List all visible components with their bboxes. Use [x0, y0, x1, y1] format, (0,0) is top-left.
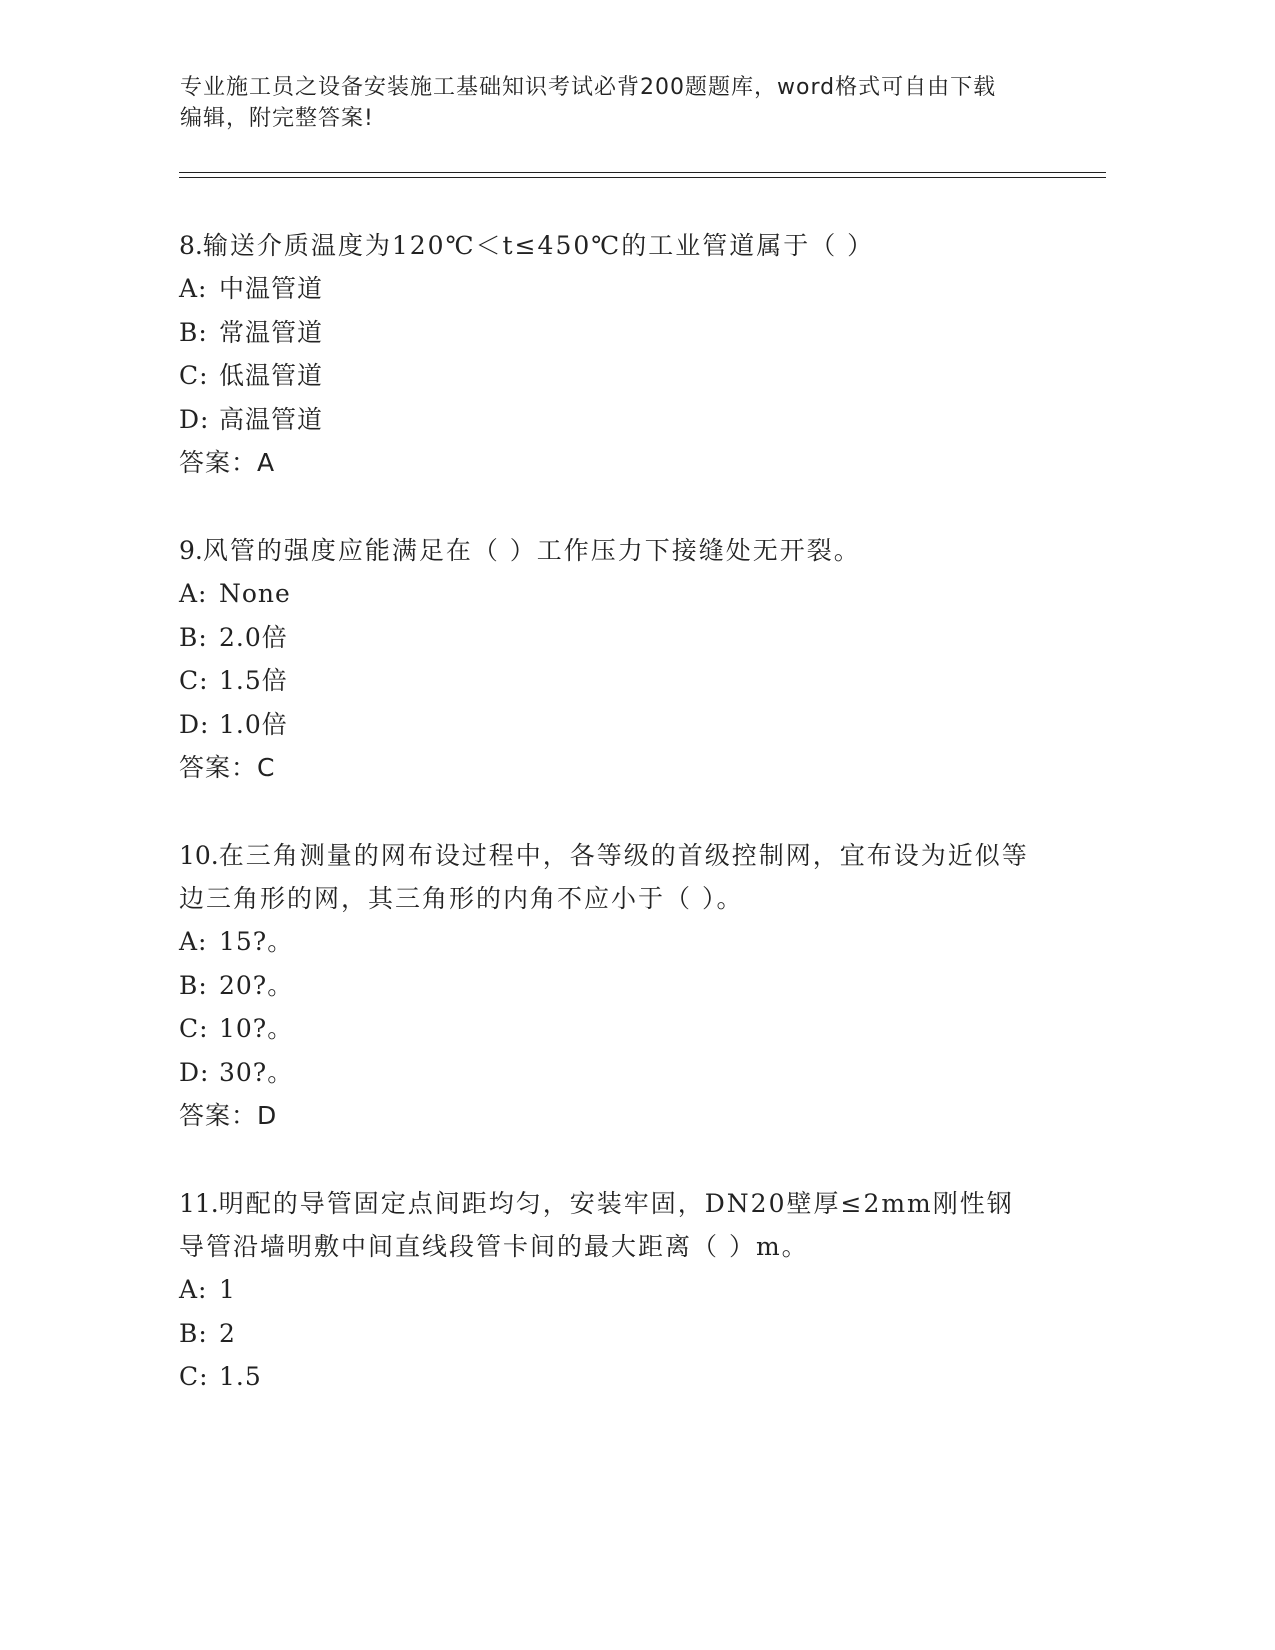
option-letter: C:: [179, 1362, 209, 1391]
option-letter: A:: [179, 1275, 208, 1304]
option-letter: D:: [179, 709, 210, 739]
question-8: [179, 224, 1039, 485]
option-letter: C:: [179, 1014, 209, 1043]
option-text: 低温管道: [219, 361, 324, 390]
option-text: 20?。: [219, 970, 294, 1000]
option-letter: B:: [179, 622, 208, 652]
option-c: [179, 354, 1039, 398]
option-d: [179, 703, 1039, 747]
option-text: 1.5倍: [219, 666, 288, 695]
question-stem: 风管的强度应能满足在（ ）工作压力下接缝处无开裂。: [202, 536, 861, 565]
option-letter: B:: [179, 317, 208, 347]
question-9: [179, 529, 1039, 790]
option-text: 高温管道: [219, 404, 324, 434]
option-letter: C:: [179, 361, 209, 390]
header-line-2: 编辑，附完整答案!: [180, 106, 374, 131]
option-text: None: [219, 579, 291, 608]
option-text: 1.0倍: [219, 709, 288, 739]
question-10: [179, 834, 1039, 1138]
question-number: 10.: [179, 841, 219, 870]
option-b: [179, 311, 1039, 355]
question-stem: 输送介质温度为120℃＜t≤450℃的工业管道属于（ ）: [202, 231, 875, 260]
question-stem: 明配的导管固定点间距均匀，安装牢固，DN20壁厚≤2mm刚性钢导管沿墙明敷中间直线段管卡间的最大距离（ ）m。: [179, 1189, 1014, 1261]
option-d: [179, 398, 1039, 442]
option-letter: A:: [179, 927, 208, 956]
option-c: [179, 659, 1039, 703]
answer-line: 答案：A: [179, 448, 276, 477]
question-text: [179, 1182, 1039, 1268]
option-text: 2.0倍: [219, 622, 288, 652]
option-a: [179, 920, 1039, 964]
question-number: 8.: [179, 231, 203, 260]
option-text: 1: [219, 1275, 236, 1304]
option-a: [179, 1268, 1039, 1312]
option-text: 30?。: [219, 1057, 294, 1087]
option-text: 10?。: [219, 1014, 294, 1043]
question-stem: 在三角测量的网布设过程中，各等级的首级控制网，宜布设为近似等边三角形的网，其三角形的内角不应小于（ ）。: [179, 841, 1029, 913]
option-b: [179, 616, 1039, 660]
question-text: [179, 224, 1039, 267]
option-letter: A:: [179, 274, 208, 303]
option-d: [179, 1051, 1039, 1095]
option-letter: C:: [179, 666, 209, 695]
option-letter: D:: [179, 1057, 210, 1087]
option-letter: B:: [179, 970, 208, 1000]
question-text: [179, 529, 1039, 572]
option-letter: D:: [179, 404, 210, 434]
question-text: [179, 834, 1039, 920]
question-list: [179, 224, 1039, 1443]
answer-line: 答案：C: [179, 753, 276, 782]
option-b: [179, 964, 1039, 1008]
option-a: [179, 572, 1039, 616]
option-text: 常温管道: [219, 317, 324, 347]
document-header: [180, 72, 1030, 134]
option-letter: B:: [179, 1318, 208, 1348]
answer-line: 答案：D: [179, 1101, 278, 1130]
question-number: 11.: [179, 1189, 219, 1218]
question-number: 9.: [179, 536, 203, 565]
option-text: 2: [219, 1318, 236, 1348]
option-a: [179, 267, 1039, 311]
question-11: [179, 1182, 1039, 1399]
option-c: [179, 1007, 1039, 1051]
option-text: 中温管道: [219, 274, 324, 303]
option-b: [179, 1312, 1039, 1356]
option-letter: A:: [179, 579, 208, 608]
option-c: [179, 1355, 1039, 1399]
option-text: 1.5: [219, 1362, 262, 1391]
header-double-rule: [179, 172, 1106, 178]
header-line-1: 专业施工员之设备安装施工基础知识考试必背200题题库，word格式可自由下载: [180, 75, 997, 100]
option-text: 15?。: [219, 927, 294, 956]
